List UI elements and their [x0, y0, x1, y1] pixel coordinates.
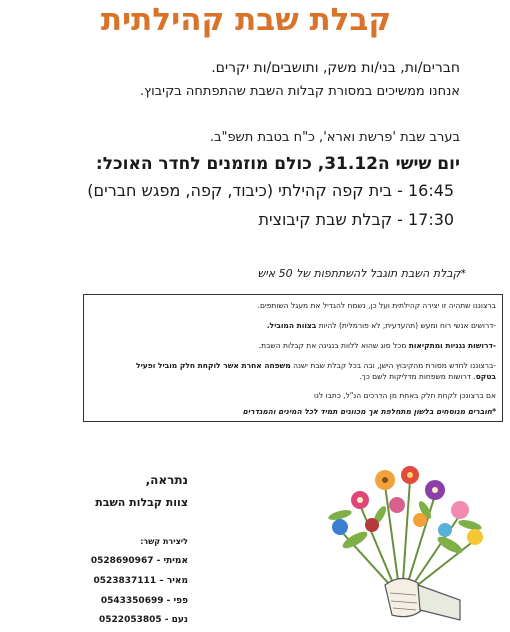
- tradition-text: אנחנו ממשיכים במסורת קבלות השבת שהתפתחה בקיבוץ.: [139, 84, 460, 99]
- contact-item: מאיר – 0523837111: [93, 576, 188, 586]
- contact-item: אמיתי - 0528690967: [90, 556, 188, 566]
- box-line: אם ברצונכן לקחת חלק באחת מן הדרכים הנ"ל, כתבו לנו: [313, 391, 496, 400]
- contact-item: נעם - 0522053805: [99, 615, 188, 625]
- team-signature: צוות קבלות השבת: [95, 496, 188, 509]
- capacity-note: *קבלת השבת תוגבל להשתתפות של 50 איש: [257, 267, 466, 280]
- box-line: ברצוננו שתהיה זו יצירה קהילתית ועל כן, נשמח להגדיל את מעגל השותפים.: [257, 301, 496, 310]
- contact-title: ליצירת קשר:: [140, 537, 188, 546]
- invite-text: יום שישי ה31.12, כולם מוזמנים לחדר האוכל:: [95, 154, 460, 174]
- contact-item: פפי - 0543350699: [100, 596, 188, 606]
- box-line: -דרושות נגניות ומתקיאות מכל סוג שהוא ללוות בנגינה את קבלות השבת.: [258, 341, 496, 350]
- see-you-text: נתראה,: [145, 473, 188, 487]
- schedule-time: 16:45: [408, 181, 455, 200]
- greeting-text: חברים/ות, בני/ות משק, ותושבים/ות יקרים.: [211, 60, 460, 76]
- schedule-desc: בית קפה קהילתי (כיבוד, קפה, מפגש חברים): [87, 181, 393, 200]
- box-line: בטקס. דרושות משפחות מדליקות לשם כך.: [359, 372, 496, 381]
- participation-box: [83, 294, 503, 422]
- phone-number: 0522053805: [99, 615, 162, 625]
- box-line: -דרושים אנשי רוח ומעש (תהעדעית, לא פורמלית) להיות בצוות המוביל.: [266, 321, 496, 330]
- schedule-item: [258, 210, 460, 229]
- flower-bouquet-icon: [300, 445, 500, 632]
- schedule-dash: -: [392, 210, 403, 229]
- box-line: -ברצוננו לחדש מסורת מהקיבוץ הישן, ובה בכל קבלת שבת ישנה משפחה אחרת אשר לוקחת חלק מוביל ופעיל: [136, 361, 496, 370]
- schedule-item: [87, 181, 460, 200]
- schedule-desc: קבלת שבת קיבוצית: [258, 210, 393, 229]
- phone-number: 0523837111: [93, 576, 157, 586]
- gender-note: *חוברים מנוסחים בלשון מתחלפת אך מכוונים תמיד לכל המינים והמגדרים: [242, 407, 496, 416]
- schedule-time: 17:30: [408, 210, 455, 229]
- phone-number: 0543350699: [100, 596, 164, 606]
- shabbat-eve-text: בערב שבת 'פרשת וארא', כ"ח בטבת תשפ"ב.: [209, 130, 460, 145]
- schedule-dash: -: [392, 181, 403, 200]
- phone-number: 0528690967: [90, 556, 154, 566]
- page-title: קבלת שבת קהילתית: [100, 2, 392, 38]
